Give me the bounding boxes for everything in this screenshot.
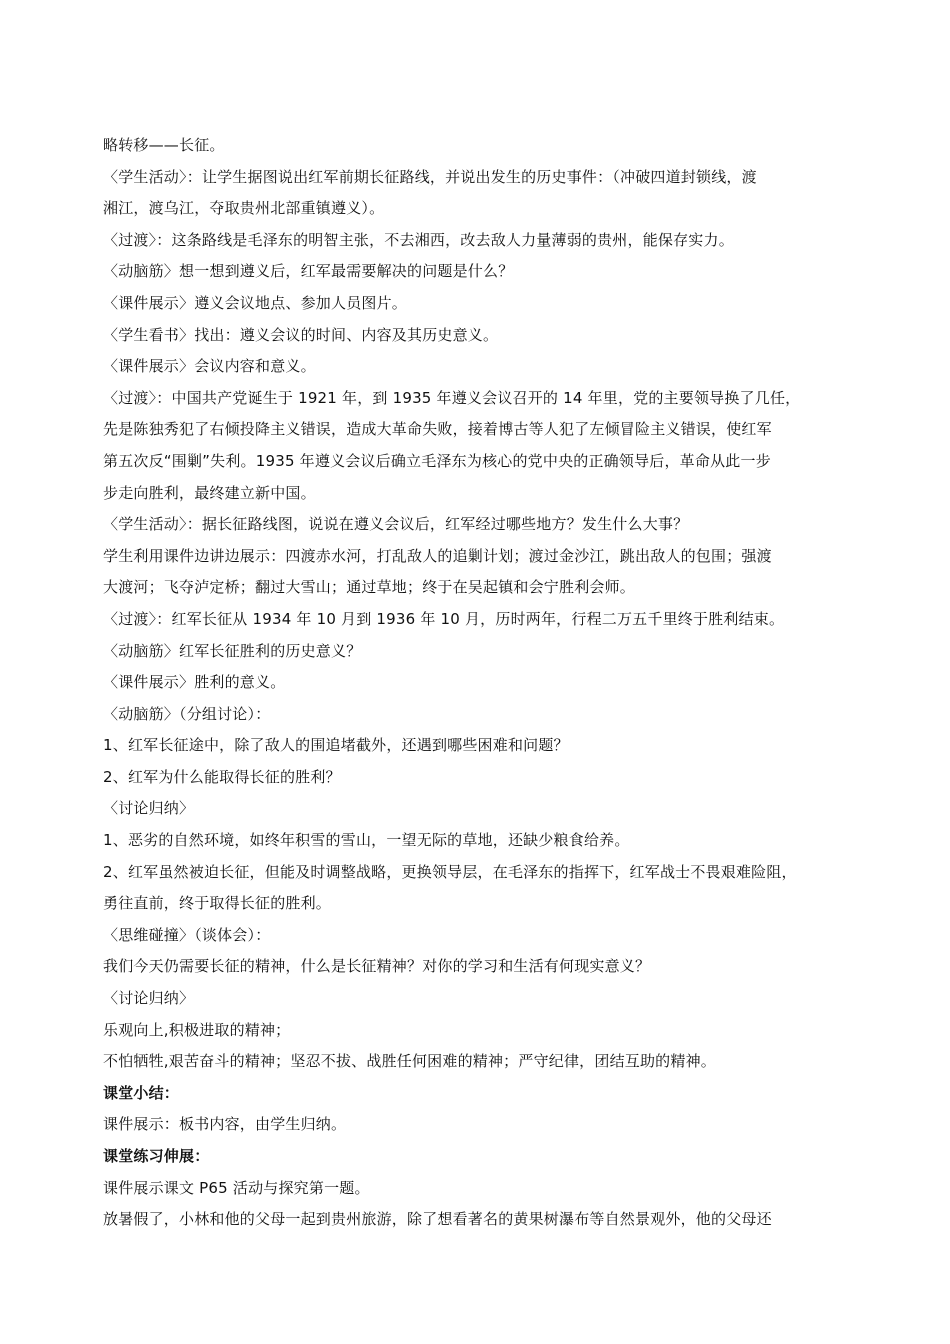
text-line: 课件展示课文 P65 活动与探究第一题。: [103, 1178, 370, 1197]
section-heading: 课堂小结：: [103, 1083, 180, 1102]
text-line: 〈动脑筋〉（分组讨论）：: [103, 704, 271, 723]
text-line: 〈学生活动〉：据长征路线图，说说在遵义会议后，红军经过哪些地方？发生什么大事？: [103, 515, 689, 534]
text-line: 第五次反“围剿”失利。1935 年遵义会议后确立毛泽东为核心的党中央的正确领导后，革命从此一步: [103, 451, 771, 470]
text-line: 步走向胜利，最终建立新中国。: [103, 483, 316, 502]
text-line: 乐观向上,积极进取的精神；: [103, 1020, 291, 1039]
text-line: 学生利用课件边讲边展示：四渡赤水河，打乱敌人的追剿计划；渡过金沙江，跳出敌人的包围；强渡: [103, 546, 772, 565]
text-line: 〈课件展示〉胜利的意义。: [103, 673, 286, 692]
text-line: 〈动脑筋〉红军长征胜利的历史意义？: [103, 641, 362, 660]
text-line: 〈学生活动〉：让学生据图说出红军前期长征路线，并说出发生的历史事件：（冲破四道封锁线，渡: [103, 167, 757, 186]
text-line: 勇往直前，终于取得长征的胜利。: [103, 894, 332, 913]
text-line: 湘江，渡乌江，夺取贵州北部重镇遵义）。: [103, 199, 385, 218]
text-line: 〈讨论归纳〉: [103, 799, 195, 818]
text-line: 〈过渡〉：中国共产党诞生于 1921 年，到 1935 年遵义会议召开的 14 年里，党的主要领导换了几任，: [103, 388, 801, 407]
text-line: 大渡河；飞夺泸定桥；翻过大雪山；通过草地；终于在吴起镇和会宁胜利会师。: [103, 578, 636, 597]
section-heading: 课堂练习伸展：: [103, 1147, 210, 1165]
text-line: 〈讨论归纳〉: [103, 989, 195, 1008]
text-line: 1、红军长征途中，除了敌人的围追堵截外，还遇到哪些困难和问题？: [103, 736, 569, 755]
document-body: [103, 130, 863, 1236]
text-line: 1、恶劣的自然环境，如终年积雪的雪山，一望无际的草地，还缺少粮食给养。: [103, 831, 630, 850]
text-line: 〈课件展示〉会议内容和意义。: [103, 357, 316, 376]
text-line: 先是陈独秀犯了右倾投降主义错误，造成大革命失败，接着博古等人犯了左倾冒险主义错误，使红军: [103, 420, 772, 439]
text-line: 〈动脑筋〉想一想到遵义后，红军最需要解决的问题是什么？: [103, 262, 514, 281]
text-line: 我们今天仍需要长征的精神，什么是长征精神？对你的学习和生活有何现实意义？: [103, 957, 651, 976]
text-line: 〈过渡〉：红军长征从 1934 年 10 月到 1936 年 10 月，历时两年，行程二万五千里终于胜利结束。: [103, 609, 785, 628]
text-line: 课件展示：板书内容，由学生归纳。: [103, 1115, 347, 1134]
text-line: 略转移——长征。: [103, 136, 225, 154]
text-line: 2、红军为什么能取得长征的胜利？: [103, 767, 341, 786]
text-line: 放暑假了，小林和他的父母一起到贵州旅游，除了想看著名的黄果树瀑布等自然景观外，他的父母还: [103, 1210, 772, 1229]
text-line: 〈思维碰撞〉（谈体会）：: [103, 925, 271, 944]
text-line: 〈过渡〉：这条路线是毛泽东的明智主张，不去湘西，改去敌人力量薄弱的贵州，能保存实力。: [103, 230, 734, 249]
text-line: 2、红军虽然被迫长征，但能及时调整战略，更换领导层，在毛泽东的指挥下，红军战士不畏艰难险阻，: [103, 862, 797, 881]
text-line: 〈学生看书〉找出：遵义会议的时间、内容及其历史意义。: [103, 325, 499, 344]
text-line: 〈课件展示〉遵义会议地点、参加人员图片。: [103, 293, 408, 312]
text-line: 不怕牺牲,艰苦奋斗的精神；坚忍不拔、战胜任何困难的精神；严守纪律，团结互助的精神。: [103, 1052, 716, 1071]
